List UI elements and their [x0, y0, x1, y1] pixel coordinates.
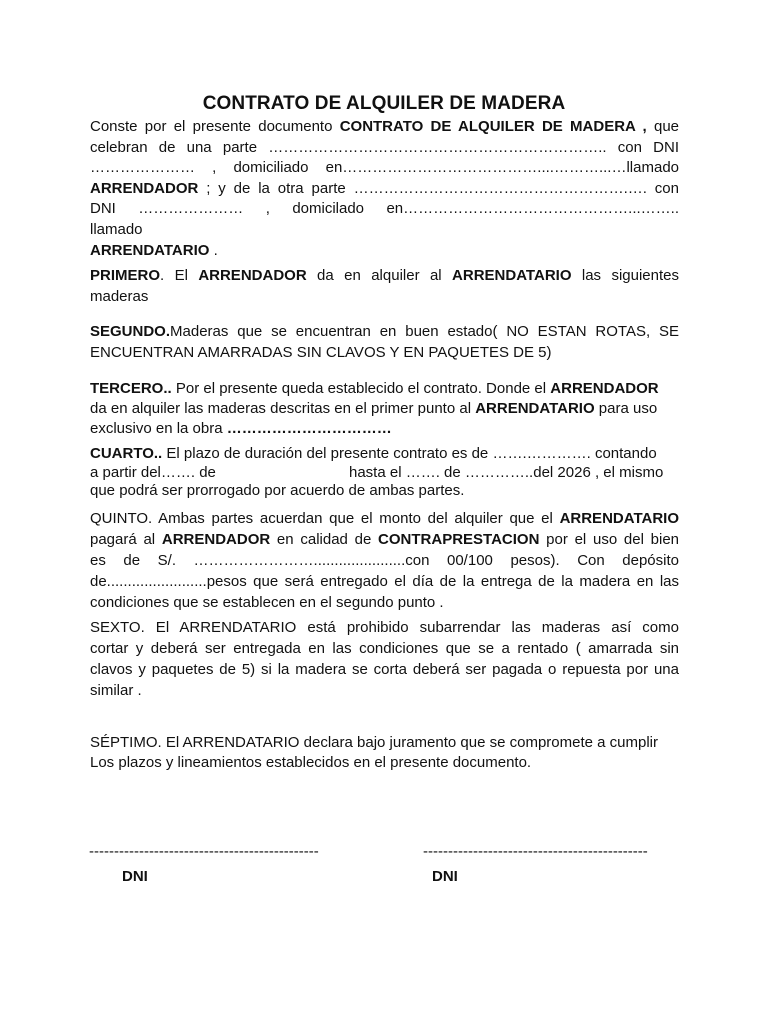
signature-line-right: ---------------------------------------------: [423, 843, 648, 860]
cuarto-line-2: a partir del……. de hasta el ……. de …………..del 2026 , el mismo: [90, 463, 664, 481]
primero-line-1: PRIMERO. El ARRENDADOR da en alquiler al ARRENDATARIO las siguientes: [90, 267, 679, 284]
cuarto-line-1: CUARTO.. El plazo de duración del presente contrato es de …….…………. contando: [90, 445, 657, 462]
quinto-line-3: es de S/. ……………………......................con 00/100 pesos). Con depósito: [90, 552, 679, 569]
clause-cuarto: [90, 445, 679, 501]
quinto-line-2: pagará al ARRENDADOR en calidad de CONTRAPRESTACION por el uso del bien: [90, 531, 680, 548]
clause-primero: [90, 266, 679, 307]
clause-septimo: [90, 733, 679, 773]
quinto-line-5: condiciones que se establecen en el segundo punto .: [90, 594, 444, 611]
segundo-line-2: ENCUENTRAN AMARRADAS SIN CLAVOS Y EN PAQUETES DE 5): [90, 343, 552, 361]
septimo-line-1: SÉPTIMO. El ARRENDATARIO declara bajo juramento que se compromete a cumplir: [90, 734, 658, 751]
primero-line-2: maderas: [90, 287, 149, 305]
septimo-line-2: Los plazos y lineamientos establecidos en el presente documento.: [90, 754, 532, 771]
tercero-line-2: da en alquiler las maderas descritas en el primer punto al ARRENDATARIO para uso: [90, 400, 658, 417]
tercero-line-3: exclusivo en la obra ……………………………: [90, 420, 392, 437]
sexto-line-4: similar .: [90, 682, 142, 699]
intro-line-3: ………………… , domiciliado en…………………………………....………...…llamado: [90, 159, 679, 176]
sexto-line-3: clavos y paquetes de 5) si la madera se corta deberá ser pagada o repuesta por una: [90, 661, 679, 678]
quinto-line-1: QUINTO. Ambas partes acuerdan que el monto del alquiler que el ARRENDATARIO: [90, 510, 679, 527]
clause-segundo: [90, 322, 679, 363]
clause-sexto: [90, 617, 679, 701]
intro-paragraph: [90, 117, 679, 262]
intro-line-5: DNI ………………… , domicilado en………………………………………...……..: [90, 200, 679, 217]
signature-line-left: ----------------------------------------------: [89, 843, 319, 860]
intro-line-4: ARRENDADOR ; y de la otra parte ……………………………………………….…. con: [90, 179, 679, 197]
clause-quinto: [90, 508, 679, 613]
cuarto-line-3: que podrá ser prorrogado por acuerdo de ambas partes.: [90, 482, 465, 499]
page-title: CONTRATO DE ALQUILER DE MADERA: [202, 93, 566, 114]
sexto-line-1: SEXTO. El ARRENDATARIO está prohibido subarrendar las maderas así como: [90, 619, 679, 636]
intro-line-2: celebran de una parte ………………………………………………………….. con DNI: [90, 138, 679, 156]
dni-label-left: DNI: [122, 868, 148, 885]
intro-line-7: ARRENDATARIO .: [90, 242, 218, 259]
intro-line-1: Conste por el presente documento CONTRATO DE ALQUILER DE MADERA , que: [90, 118, 680, 135]
clause-tercero: [90, 379, 679, 439]
quinto-line-4: de........................pesos que será entregado el día de la entrega de la madera en las: [90, 573, 679, 590]
sexto-line-2: cortar y deberá ser entregada en las condiciones que se a rentado ( amarrada sin: [90, 640, 679, 657]
tercero-line-1: TERCERO.. Por el presente queda establecido el contrato. Donde el ARRENDADOR: [90, 380, 659, 397]
segundo-line-1: SEGUNDO.Maderas que se encuentran en buen estado( NO ESTAN ROTAS, SE: [90, 323, 679, 340]
dni-label-right: DNI: [432, 868, 458, 885]
intro-line-6: llamado: [90, 220, 143, 238]
